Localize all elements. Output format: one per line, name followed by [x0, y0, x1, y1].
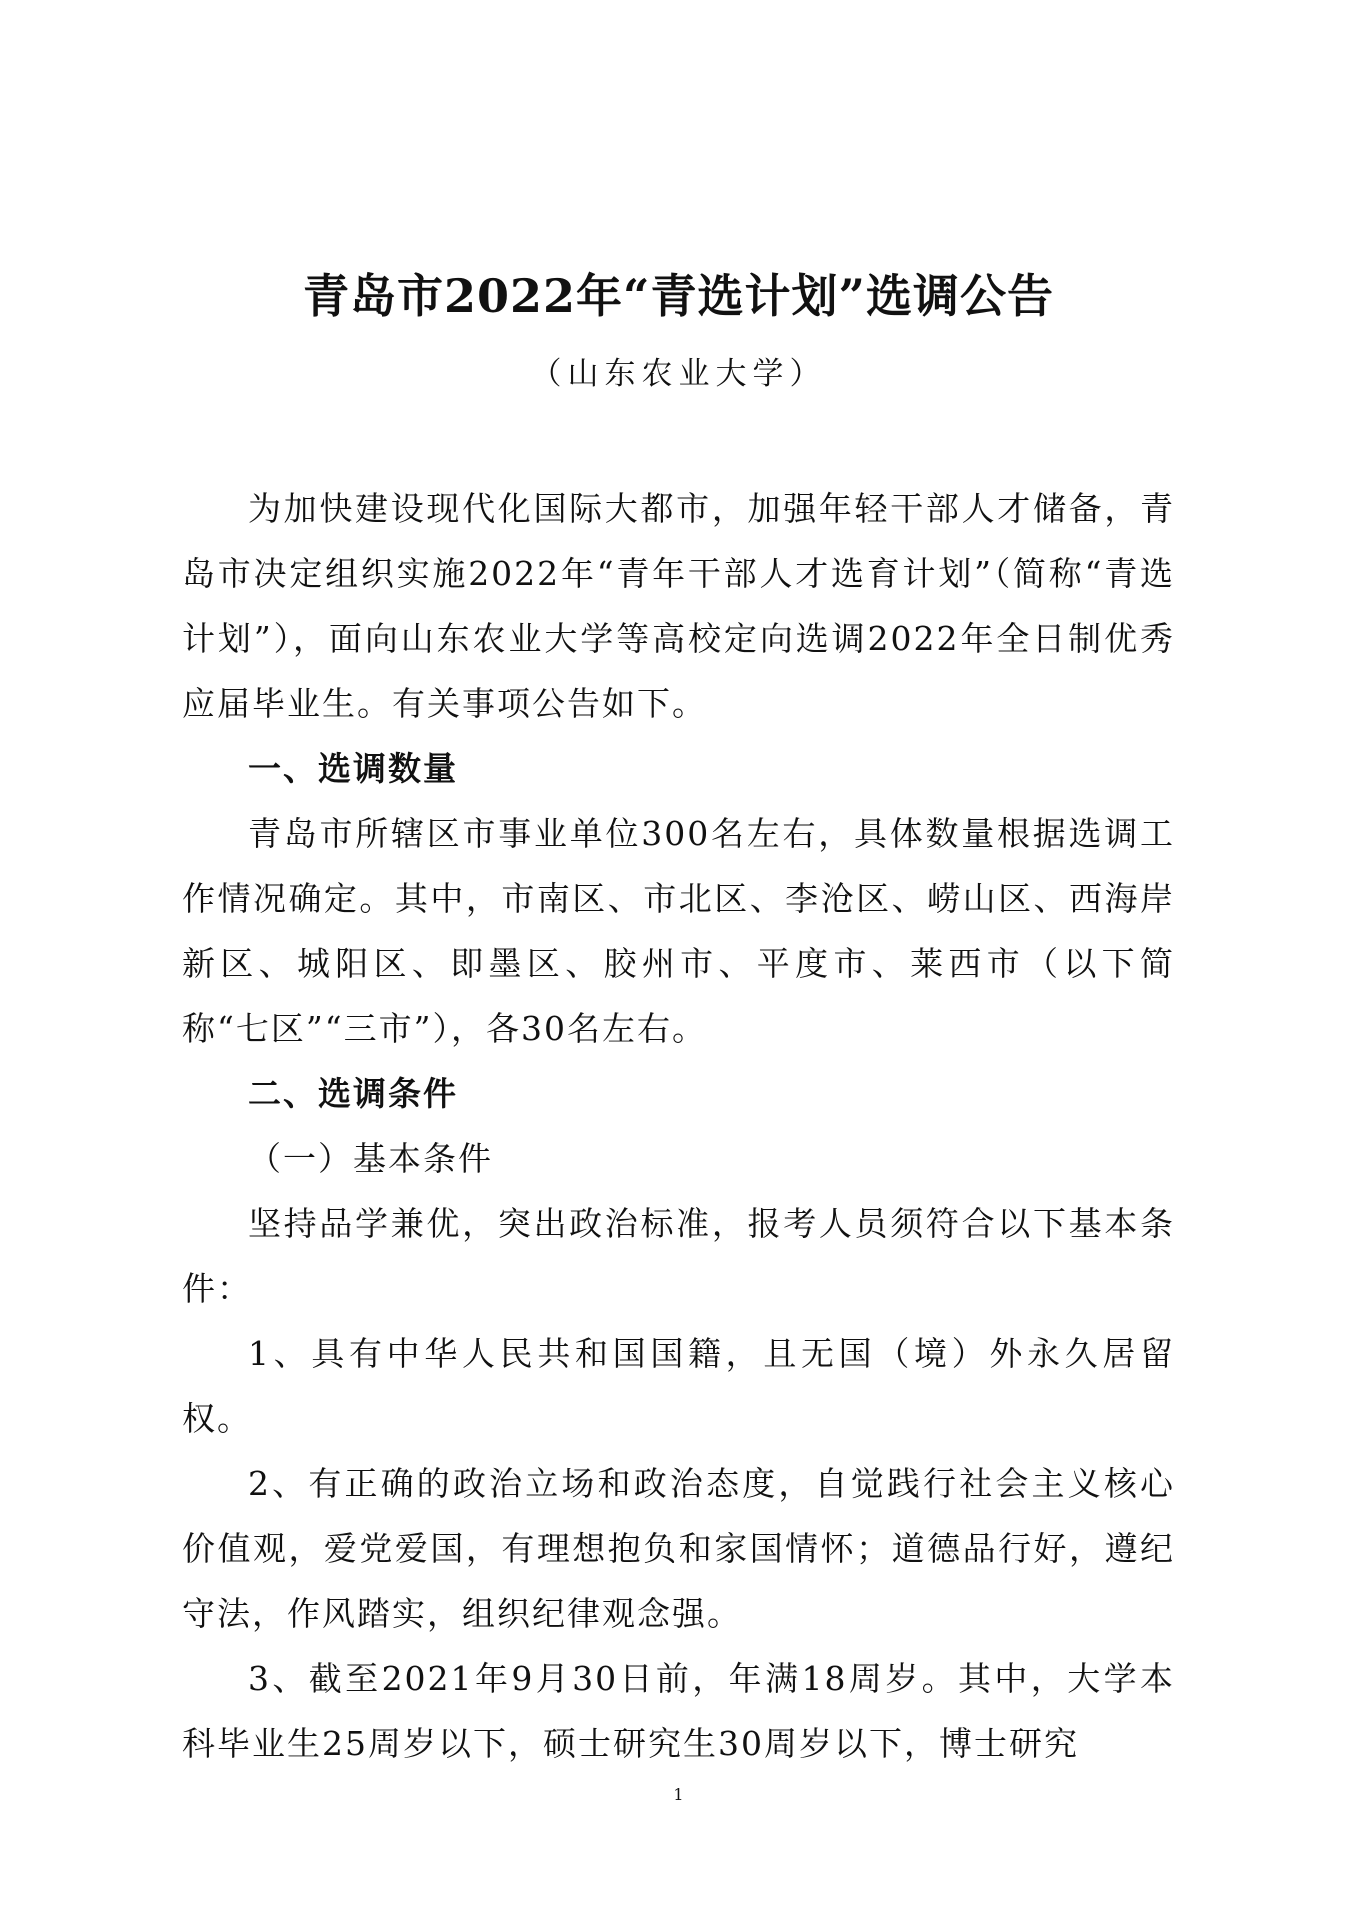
document-subtitle: （山东农业大学）: [530, 356, 827, 392]
intro-paragraph: 为加快建设现代化国际大都市，加强年轻干部人才储备，青岛市决定组织实施2022年“青年干部人才选育计划”（简称“青选计划”），面向山东农业大学等高校定向选调2022年全日制优秀应届毕业生。有关事项公告如下。: [182, 489, 1175, 723]
section-heading-conditions: 二、选调条件: [248, 1074, 458, 1113]
condition-item-1: 1、具有中华人民共和国国籍，且无国（境）外永久居留权。: [182, 1334, 1175, 1438]
condition-item-3: 3、截至2021年9月30日前，年满18周岁。其中，大学本科毕业生25周岁以下，硕士研究生30周岁以下，博士研究: [182, 1659, 1175, 1763]
section-heading-quantity: 一、选调数量: [248, 749, 458, 788]
basic-conditions-paragraph: 坚持品学兼优，突出政治标准，报考人员须符合以下基本条件：: [182, 1204, 1175, 1308]
document-body: [182, 476, 1175, 1776]
quantity-paragraph: 青岛市所辖区市事业单位300名左右，具体数量根据选调工作情况确定。其中，市南区、市北区、李沧区、崂山区、西海岸新区、城阳区、即墨区、胶州市、平度市、莱西市（以下简称“七区”“三市”），各30名左右。: [182, 814, 1175, 1048]
subsection-heading-basic: （一）基本条件: [248, 1139, 493, 1178]
condition-item-2: 2、有正确的政治立场和政治态度，自觉践行社会主义核心价值观，爱党爱国，有理想抱负和家国情怀；道德品行好，遵纪守法，作风踏实，组织纪律观念强。: [182, 1464, 1175, 1633]
page-number: 1: [673, 1785, 684, 1804]
document-title: 青岛市2022年“青选计划”选调公告: [303, 269, 1054, 323]
